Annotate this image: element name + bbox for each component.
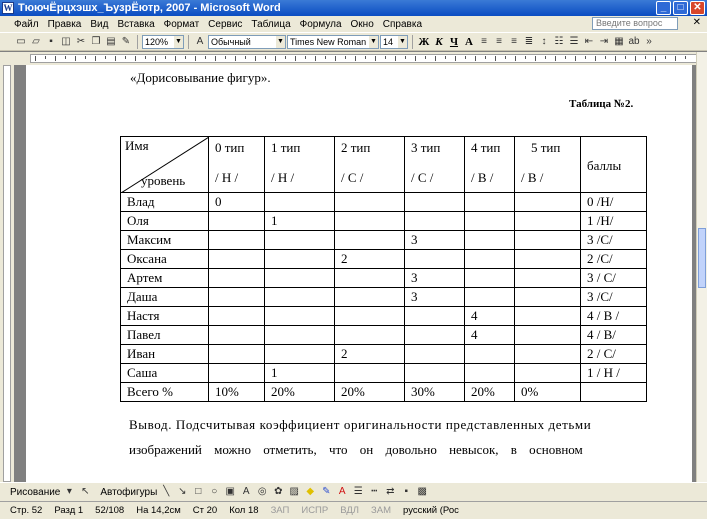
borders-icon[interactable]: ▦ (614, 35, 624, 47)
cut-icon[interactable]: ✂ (76, 35, 86, 47)
ruler-tick (615, 56, 616, 61)
oval-icon[interactable]: ○ (211, 486, 218, 497)
ruler-tick (395, 56, 396, 61)
table-header-row (121, 137, 647, 193)
ruler-tick (635, 56, 636, 61)
ruler-tick (45, 56, 46, 59)
vertical-ruler[interactable] (0, 65, 14, 482)
numbering-icon[interactable]: ☷ (554, 35, 564, 47)
drawing-toolbar (0, 482, 707, 501)
textbox-icon[interactable]: ▣ (225, 486, 235, 497)
table-cell[interactable]: 2 (335, 250, 405, 269)
ruler-tick (595, 56, 596, 61)
table-row (121, 383, 647, 402)
styles-pane-icon[interactable]: A (196, 35, 204, 47)
decrease-indent-icon[interactable]: ⇤ (584, 35, 594, 47)
ruler-tick (505, 56, 506, 59)
scroll-thumb[interactable] (698, 228, 706, 288)
align-right-icon[interactable]: ≡ (511, 35, 517, 47)
table-row (121, 288, 647, 307)
vertical-scrollbar[interactable] (696, 52, 707, 482)
menu-tools[interactable]: Сервис (208, 18, 243, 30)
ruler-tick (495, 56, 496, 61)
menu-format[interactable]: Формат (163, 18, 200, 30)
help-search-input[interactable]: Введите вопрос (592, 17, 678, 30)
row-name-cell[interactable]: Настя (121, 307, 209, 326)
table-cell[interactable]: 20% (465, 383, 515, 402)
ruler-tick (415, 56, 416, 61)
ruler-tick (565, 56, 566, 59)
status-page: Стр. 52 (10, 505, 43, 516)
ruler-tick (625, 56, 626, 59)
table-cell[interactable]: 20% (335, 383, 405, 402)
row-name-cell[interactable]: Павел (121, 326, 209, 345)
ruler-tick (65, 56, 66, 59)
table-cell[interactable] (405, 193, 465, 212)
table-cell[interactable] (405, 345, 465, 364)
table-row (121, 364, 647, 383)
table-row (121, 193, 647, 212)
ruler-tick (145, 56, 146, 59)
ruler-tick (325, 56, 326, 59)
ruler-tick (215, 56, 216, 61)
menu-table[interactable]: Таблица (251, 18, 291, 30)
column-header: 0 тип / Н / (209, 137, 265, 193)
score-cell[interactable]: 3 /С/ (581, 288, 647, 307)
menu-help[interactable]: Справка (382, 18, 423, 30)
highlight-icon[interactable]: ab (628, 35, 640, 47)
document-page[interactable] (26, 65, 692, 482)
status-ext[interactable]: ВДЛ (340, 505, 360, 516)
horizontal-ruler[interactable] (0, 52, 707, 65)
table-cell[interactable] (515, 231, 581, 250)
ruler-tick (315, 56, 316, 61)
table-cell[interactable] (335, 193, 405, 212)
table-cell[interactable] (265, 231, 335, 250)
ruler-tick (445, 56, 446, 59)
table-cell[interactable] (265, 307, 335, 326)
ruler-tick (125, 56, 126, 59)
row-name-cell[interactable]: Даша (121, 288, 209, 307)
menu-view[interactable]: Вид (90, 18, 109, 30)
ruler-tick (365, 56, 366, 59)
close-button[interactable]: ✕ (690, 1, 705, 15)
ruler-tick (255, 56, 256, 61)
column-header: 4 тип / В / (465, 137, 515, 193)
row-name-cell[interactable]: Оксана (121, 250, 209, 269)
ruler-tick (545, 56, 546, 59)
status-rec[interactable]: ЗАП (270, 505, 290, 516)
format-painter-icon[interactable]: ✎ (121, 35, 131, 47)
ruler-tick (305, 56, 306, 59)
table-row (121, 307, 647, 326)
ruler-tick (435, 56, 436, 61)
row-name-cell[interactable]: Максим (121, 231, 209, 250)
table-cell[interactable]: 3 (405, 288, 465, 307)
table-cell[interactable] (335, 307, 405, 326)
ruler-tick (95, 56, 96, 61)
ruler-tick (85, 56, 86, 59)
table-cell[interactable] (209, 345, 265, 364)
chevron-down-icon: ▼ (369, 36, 378, 48)
score-cell[interactable] (581, 383, 647, 402)
diagram-icon[interactable]: ◎ (257, 486, 267, 497)
ruler-tick (175, 56, 176, 61)
ruler-tick (425, 56, 426, 59)
window-title: ТюючЁрцхэшх_ЪузрЁютр, 2007 - Microsoft Word (18, 2, 281, 14)
table-cell[interactable]: 3 (405, 231, 465, 250)
justify-icon[interactable]: ≣ (524, 35, 534, 47)
chevron-down-icon: ▼ (174, 36, 183, 48)
table-cell[interactable] (465, 250, 515, 269)
table-row (121, 326, 647, 345)
close-document-icon[interactable]: ✕ (692, 17, 701, 28)
italic-button[interactable]: К (435, 35, 443, 48)
corner-cell (121, 137, 209, 193)
score-cell[interactable]: 3 /С/ (581, 231, 647, 250)
column-header: 1 тип / Н / (265, 137, 335, 193)
rectangle-icon[interactable]: □ (195, 486, 202, 497)
chevron-down-icon[interactable]: ▾ (66, 486, 72, 497)
dash-style-icon[interactable]: ┅ (371, 486, 378, 497)
standard-toolbar (0, 32, 707, 51)
menu-bar (0, 16, 707, 32)
chevron-down-icon: ▼ (398, 36, 407, 48)
table-cell[interactable] (335, 326, 405, 345)
ruler-tick (185, 56, 186, 59)
autoshapes-menu[interactable]: Автофигуры (100, 486, 158, 498)
chevron-down-icon: ▼ (276, 36, 285, 48)
conclusion-line-1: Вывод. Подсчитывая коэффициент оригинальности представленных детьми (129, 417, 592, 432)
style-select[interactable]: Обычный ▼ (208, 35, 286, 49)
table-cell[interactable] (209, 288, 265, 307)
ruler-tick (605, 56, 606, 59)
print-preview-icon[interactable]: ◫ (61, 35, 71, 47)
bold-button[interactable]: Ж (418, 35, 430, 48)
status-ovr[interactable]: ЗАМ (371, 505, 392, 516)
row-name-cell[interactable]: Всего % (121, 383, 209, 402)
table-cell[interactable]: 2 (335, 345, 405, 364)
table-cell[interactable] (209, 231, 265, 250)
table-row (121, 250, 647, 269)
column-header: 2 тип / С / (335, 137, 405, 193)
arrow-style-icon[interactable]: ⇄ (386, 486, 395, 497)
ruler-tick (485, 56, 486, 59)
status-column: Кол 18 (229, 505, 259, 516)
menu-insert[interactable]: Вставка (117, 18, 155, 30)
ruler-tick (685, 56, 686, 59)
table-cell[interactable] (209, 250, 265, 269)
table-cell[interactable] (335, 288, 405, 307)
select-objects-icon[interactable]: ↖ (81, 486, 90, 497)
table-cell[interactable] (405, 250, 465, 269)
font-color-icon[interactable]: A (338, 486, 346, 497)
table-cell[interactable] (265, 326, 335, 345)
table-row (121, 231, 647, 250)
line-spacing-icon[interactable]: ↕ (541, 35, 547, 47)
toolbar-options-icon[interactable]: » (646, 35, 652, 47)
table-cell[interactable] (335, 269, 405, 288)
table-cell[interactable]: 3 (405, 269, 465, 288)
table-cell[interactable] (515, 193, 581, 212)
ruler-tick (385, 56, 386, 59)
clipart-icon[interactable]: ✿ (274, 486, 283, 497)
underline-button[interactable]: Ч (449, 35, 459, 48)
row-name-cell[interactable]: Влад (121, 193, 209, 212)
status-section: Разд 1 (54, 505, 84, 516)
score-cell[interactable]: 1 / Н / (581, 364, 647, 383)
increase-indent-icon[interactable]: ⇥ (599, 35, 609, 47)
table-cell[interactable] (465, 269, 515, 288)
table-cell[interactable]: 0% (515, 383, 581, 402)
table-cell[interactable] (335, 212, 405, 231)
ruler-tick (525, 56, 526, 59)
document-area (14, 65, 696, 482)
table-cell[interactable]: 1 (265, 212, 335, 231)
table-cell[interactable] (265, 269, 335, 288)
menu-formula[interactable]: Формула (299, 18, 342, 30)
ruler-tick (195, 56, 196, 61)
table-cell[interactable]: 20% (265, 383, 335, 402)
table-cell[interactable] (265, 193, 335, 212)
ruler-tick (165, 56, 166, 59)
table-cell[interactable] (515, 288, 581, 307)
ruler-tick (585, 56, 586, 59)
score-cell[interactable]: 4 / В/ (581, 326, 647, 345)
ruler-tick (655, 56, 656, 61)
table-cell[interactable]: 4 (465, 307, 515, 326)
results-table[interactable] (120, 136, 647, 402)
status-trk[interactable]: ИСПР (301, 505, 329, 516)
table-cell[interactable] (335, 364, 405, 383)
table-cell[interactable] (515, 269, 581, 288)
column-header: 5 тип / В / (515, 137, 581, 193)
table-cell[interactable] (209, 307, 265, 326)
status-pages: 52/108 (95, 505, 125, 516)
menu-file[interactable]: Файл (14, 18, 39, 30)
table-cell[interactable]: 30% (405, 383, 465, 402)
table-row (121, 212, 647, 231)
ruler-tick (665, 56, 666, 59)
save-icon[interactable]: ▪ (49, 35, 53, 47)
line-style-icon[interactable]: ☰ (353, 486, 363, 497)
font-color-icon[interactable]: A (465, 35, 473, 48)
ruler-tick (155, 56, 156, 61)
score-cell[interactable]: 0 /Н/ (581, 193, 647, 212)
row-name-cell[interactable]: Артем (121, 269, 209, 288)
ruler-tick (555, 56, 556, 61)
table-cell[interactable] (265, 345, 335, 364)
ruler-tick (575, 56, 576, 61)
table-cell[interactable] (515, 250, 581, 269)
ruler-tick (375, 56, 376, 61)
table-cell[interactable] (465, 364, 515, 383)
table-cell[interactable] (405, 307, 465, 326)
ruler-tick (515, 56, 516, 61)
wordart-icon[interactable]: A (242, 486, 250, 497)
table-row (121, 345, 647, 364)
new-document-icon[interactable]: ▭ (16, 35, 26, 47)
table-cell[interactable] (405, 364, 465, 383)
picture-icon[interactable]: ▨ (289, 486, 299, 497)
ruler-tick (135, 56, 136, 61)
table-row (121, 269, 647, 288)
align-left-icon[interactable]: ≡ (481, 35, 487, 47)
table-cell[interactable] (209, 269, 265, 288)
status-position: На 14,2см (136, 505, 181, 516)
table-cell[interactable] (209, 212, 265, 231)
arrow-icon[interactable]: ↘ (178, 486, 187, 497)
score-header: баллы (581, 137, 647, 193)
status-line: Ст 20 (192, 505, 218, 516)
ruler-tick (55, 56, 56, 61)
ruler-tick (225, 56, 226, 59)
ruler-tick (105, 56, 106, 59)
ruler-tick (645, 56, 646, 59)
font-select[interactable]: Times New Roman ▼ (287, 35, 379, 49)
table-cell[interactable] (465, 288, 515, 307)
fill-color-icon[interactable]: ◆ (306, 486, 315, 497)
table-cell[interactable] (515, 212, 581, 231)
row-name-cell[interactable]: Оля (121, 212, 209, 231)
ruler-tick (335, 56, 336, 61)
score-cell[interactable]: 2 /С/ (581, 250, 647, 269)
shadow-icon[interactable]: ▪ (404, 486, 409, 497)
status-bar (0, 501, 707, 519)
table-cell[interactable] (465, 345, 515, 364)
line-icon[interactable]: ╲ (163, 486, 170, 497)
table-cell[interactable] (405, 212, 465, 231)
conclusion-line-2: изображений можно отметить, что он довольно невысок, в основном (129, 442, 583, 457)
table-caption: Таблица №2. (569, 98, 634, 110)
row-name-cell[interactable]: Иван (121, 345, 209, 364)
score-cell[interactable]: 3 / С/ (581, 269, 647, 288)
table-cell[interactable]: 10% (209, 383, 265, 402)
title-bar (0, 0, 707, 16)
score-cell[interactable]: 2 / С/ (581, 345, 647, 364)
maximize-button[interactable]: □ (673, 1, 688, 15)
score-cell[interactable]: 1 /Н/ (581, 212, 647, 231)
ruler-tick (115, 56, 116, 61)
paste-icon[interactable]: ▤ (106, 35, 116, 47)
table-cell[interactable] (465, 193, 515, 212)
ruler-tick (245, 56, 246, 59)
column-header: 3 тип / С / (405, 137, 465, 193)
table-cell[interactable] (465, 212, 515, 231)
table-cell[interactable] (405, 326, 465, 345)
line-color-icon[interactable]: ✎ (322, 486, 331, 497)
ruler-tick (265, 56, 266, 59)
ruler-tick (295, 56, 296, 61)
font-size-select[interactable]: 14 ▼ (380, 35, 408, 49)
table-cell[interactable] (335, 231, 405, 250)
ruler-tick (675, 56, 676, 61)
corner-top-label: Имя (125, 138, 149, 153)
align-center-icon[interactable]: ≡ (496, 35, 502, 47)
copy-icon[interactable]: ❐ (91, 35, 101, 47)
ruler-tick (35, 56, 36, 61)
heading-text: «Дорисовывание фигур». (130, 70, 271, 85)
3d-icon[interactable]: ▩ (417, 486, 427, 497)
word-app-icon: W (3, 3, 13, 13)
drawing-menu[interactable]: Рисование (10, 486, 61, 498)
open-icon[interactable]: ▱ (32, 35, 40, 47)
minimize-button[interactable]: _ (656, 1, 671, 15)
table-cell[interactable] (265, 250, 335, 269)
ruler-tick (475, 56, 476, 61)
ruler-tick (205, 56, 206, 59)
zoom-select[interactable]: 120% ▼ (142, 35, 184, 49)
score-cell[interactable]: 4 / В / (581, 307, 647, 326)
ruler-tick (405, 56, 406, 59)
ruler-tick (535, 56, 536, 61)
ruler-tick (235, 56, 236, 61)
table-cell[interactable]: 4 (465, 326, 515, 345)
ruler-tick (75, 56, 76, 61)
menu-window[interactable]: Окно (350, 18, 374, 30)
row-name-cell[interactable]: Саша (121, 364, 209, 383)
table-cell[interactable] (515, 364, 581, 383)
ruler-tick (285, 56, 286, 59)
menu-edit[interactable]: Правка (47, 18, 82, 30)
bullets-icon[interactable]: ☰ (569, 35, 579, 47)
table-cell[interactable]: 1 (265, 364, 335, 383)
table-cell[interactable] (265, 288, 335, 307)
corner-bottom-label: уровень (141, 173, 186, 188)
ruler-tick (345, 56, 346, 59)
table-cell[interactable] (209, 364, 265, 383)
ruler-tick (465, 56, 466, 59)
table-cell[interactable] (515, 326, 581, 345)
status-language[interactable]: русский (Рос (403, 505, 459, 516)
ruler-tick (355, 56, 356, 61)
table-cell[interactable] (515, 307, 581, 326)
table-cell[interactable]: 0 (209, 193, 265, 212)
ruler-tick (275, 56, 276, 61)
ruler-tick (455, 56, 456, 61)
table-cell[interactable] (515, 345, 581, 364)
table-cell[interactable] (209, 326, 265, 345)
table-cell[interactable] (465, 231, 515, 250)
